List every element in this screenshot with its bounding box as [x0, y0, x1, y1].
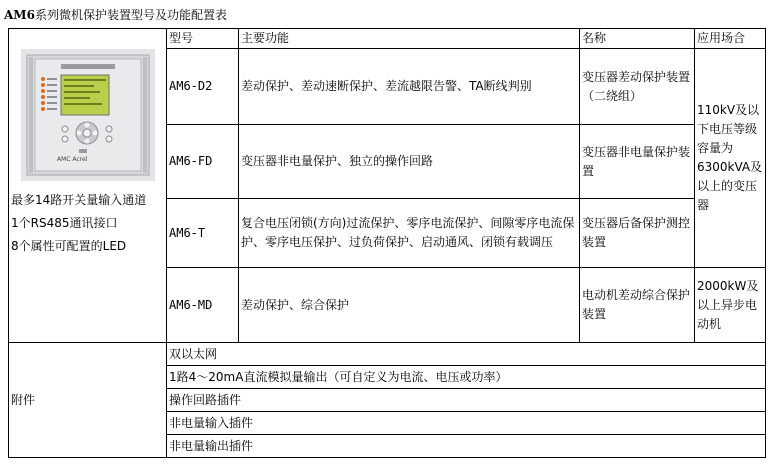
- row-function: 复合电压闭锁(方向)过流保护、零序电流保护、间隙零序电流保护、零序电压保护、过负荷保护、启动通风、闭锁有载调压: [239, 199, 580, 268]
- device-brand: AMC Acrel: [57, 156, 88, 163]
- title-model: AM6: [4, 8, 35, 22]
- row-function: 变压器非电量保护、独立的操作回路: [239, 125, 580, 199]
- header-row: [9, 29, 766, 49]
- title-text: 系列微机保护装置型号及功能配置表: [34, 8, 227, 22]
- application-motor: 2000kW及以上异步电动机: [695, 268, 766, 343]
- row-name: 电动机差动综合保护装置: [580, 268, 695, 343]
- row-name: 变压器差动保护装置（二绕组）: [580, 49, 695, 125]
- header-function: 主要功能: [239, 29, 580, 49]
- header-name: 名称: [580, 29, 695, 49]
- row-model: AM6-D2: [167, 49, 239, 125]
- header-application: 应用场合: [695, 29, 766, 49]
- row-name: 变压器非电量保护装置: [580, 125, 695, 199]
- feature-item: 1个RS485通讯接口: [11, 216, 118, 230]
- accessory-item: 非电量输出插件: [167, 435, 766, 458]
- row-model: AM6-MD: [167, 268, 239, 343]
- spec-table: [8, 28, 766, 458]
- row-function: 差动保护、差动速断保护、差流越限告警、TA断线判别: [239, 49, 580, 125]
- accessory-item: 1路4～20mA直流模拟量输出（可自定义为电流、电压或功率）: [167, 366, 766, 389]
- device-cell: [9, 29, 167, 343]
- table-title: [4, 5, 227, 25]
- row-function: 差动保护、综合保护: [239, 268, 580, 343]
- row-model: AM6-FD: [167, 125, 239, 199]
- feature-item: 8个属性可配置的LED: [11, 239, 127, 253]
- accessory-item: 操作回路插件: [167, 389, 766, 412]
- row-name: 变压器后备保护测控装置: [580, 199, 695, 268]
- accessories-label: 附件: [9, 343, 167, 458]
- application-transformer: 110kV及以下电压等级容量为6300kVA及以上的变压器: [695, 49, 766, 268]
- accessory-item: 非电量输入插件: [167, 412, 766, 435]
- header-model: 型号: [167, 29, 239, 49]
- accessory-row: [9, 343, 766, 366]
- feature-item: 最多14路开关量输入通道: [11, 193, 147, 207]
- accessory-item: 双以太网: [167, 343, 766, 366]
- device-features: [9, 187, 166, 260]
- protection-relay-device-image: [21, 49, 155, 181]
- row-model: AM6-T: [167, 199, 239, 268]
